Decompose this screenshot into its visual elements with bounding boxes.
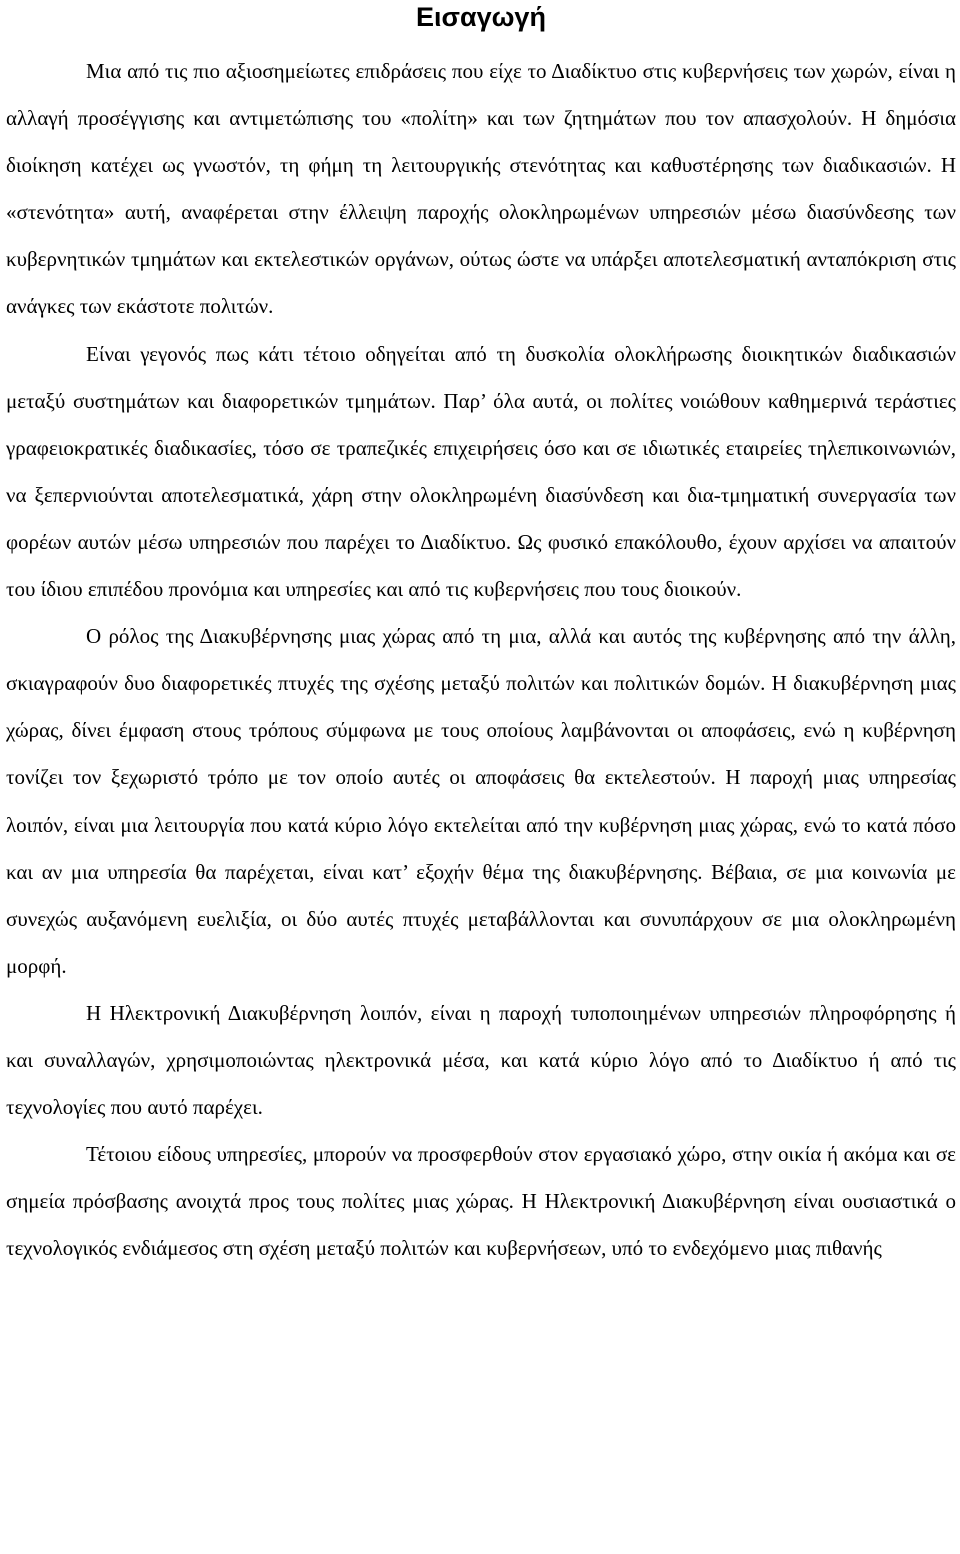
paragraph-3: Ο ρόλος της Διακυβέρνησης μιας χώρας από τη μια, αλλά και αυτός της κυβέρνησης από την άλλη, σκιαγραφούν δυο διαφορετικές πτυχές της σχέσης μεταξύ πολιτών και πολιτικών δομών. Η διακυβέρνηση μιας χώρας, δίνει έμφαση στους τρόπους σύμφωνα με τους οποίους λαμβάνονται οι αποφάσεις, ενώ η κυβέρνηση τονίζει τον ξεχωριστό τρόπο με τον οποίο αυτές οι αποφάσεις θα εκτελεστούν. Η παροχή μιας υπηρεσίας λοιπόν, είναι μια λειτουργία που κατά κύριο λόγο εκτελείται από την κυβέρνηση μιας χώρας, ενώ το κατά πόσο και αν μια υπηρεσία θα παρέχεται, είναι κατ’ εξοχήν θέμα της διακυβέρνησης. Βέβαια, σε μια κοινωνία με συνεχώς αυξανόμενη ευελιξία, οι δύο αυτές πτυχές μεταβάλλονται και συνυπάρχουν σε μια ολοκληρωμένη μορφή.	[6, 624, 956, 978]
paragraph-1: Μια από τις πιο αξιοσημείωτες επιδράσεις που είχε το Διαδίκτυο στις κυβερνήσεις των χωρών, είναι η αλλαγή προσέγγισης και αντιμετώπισης του «πολίτη» και των ζητημάτων που τον απασχολούν. Η δημόσια διοίκηση κατέχει ως γνωστόν, τη φήμη τη λειτουργικής στενότητας και καθυστέρησης των διαδικασιών. Η «στενότητα» αυτή, αναφέρεται στην έλλειψη παροχής ολοκληρωμένων υπηρεσιών μέσω διασύνδεσης των κυβερνητικών τμημάτων και εκτελεστικών οργάνων, ούτως ώστε να υπάρξει αποτελεσματική ανταπόκριση στις ανάγκες των εκάστοτε πολιτών.	[6, 59, 956, 319]
paragraph-5: Τέτοιου είδους υπηρεσίες, μπορούν να προσφερθούν στον εργασιακό χώρο, στην οικία ή ακόμα και σε σημεία πρόσβασης ανοιχτά προς τους πολίτες μιας χώρας. Η Ηλεκτρονική Διακυβέρνηση είναι ουσιαστικά ο τεχνολογικός ενδιάμεσος στη σχέση μεταξύ πολιτών και κυβερνήσεων, υπό το ενδεχόμενο μιας πιθανής	[6, 1142, 956, 1261]
document-page	[6, 0, 956, 1272]
paragraph-4: Η Ηλεκτρονική Διακυβέρνηση λοιπόν, είναι η παροχή τυποποιημένων υπηρεσιών πληροφόρησης ή και συναλλαγών, χρησιμοποιώντας ηλεκτρονικά μέσα, και κατά κύριο λόγο από το Διαδίκτυο ή από τις τεχνολογίες που αυτό παρέχει.	[6, 1000, 956, 1120]
paragraph-2: Είναι γεγονός πως κάτι τέτοιο οδηγείται από τη δυσκολία ολοκλήρωσης διοικητικών διαδικασιών μεταξύ συστημάτων και διαφορετικών τμημάτων. Παρ’ όλα αυτά, οι πολίτες νοιώθουν καθημερινά τεράστιες γραφειοκρατικές διαδικασίες, τόσο σε τραπεζικές επιχειρήσεις όσο και σε ιδιωτικές εταιρείες τηλεπικοινωνιών, να ξεπερνιούνται αποτελεσματικά, χάρη στην ολοκληρωμένη διασύνδεση και δια-τμηματική συνεργασία των φορέων αυτών μέσω υπηρεσιών που παρέχει το Διαδίκτυο. Ως φυσικό επακόλουθο, έχουν αρχίσει να απαιτούν του ίδιου επιπέδου προνόμια και υπηρεσίες και από τις κυβερνήσεις που τους διοικούν.	[6, 341, 956, 602]
document-title: Εισαγωγή	[416, 2, 546, 32]
